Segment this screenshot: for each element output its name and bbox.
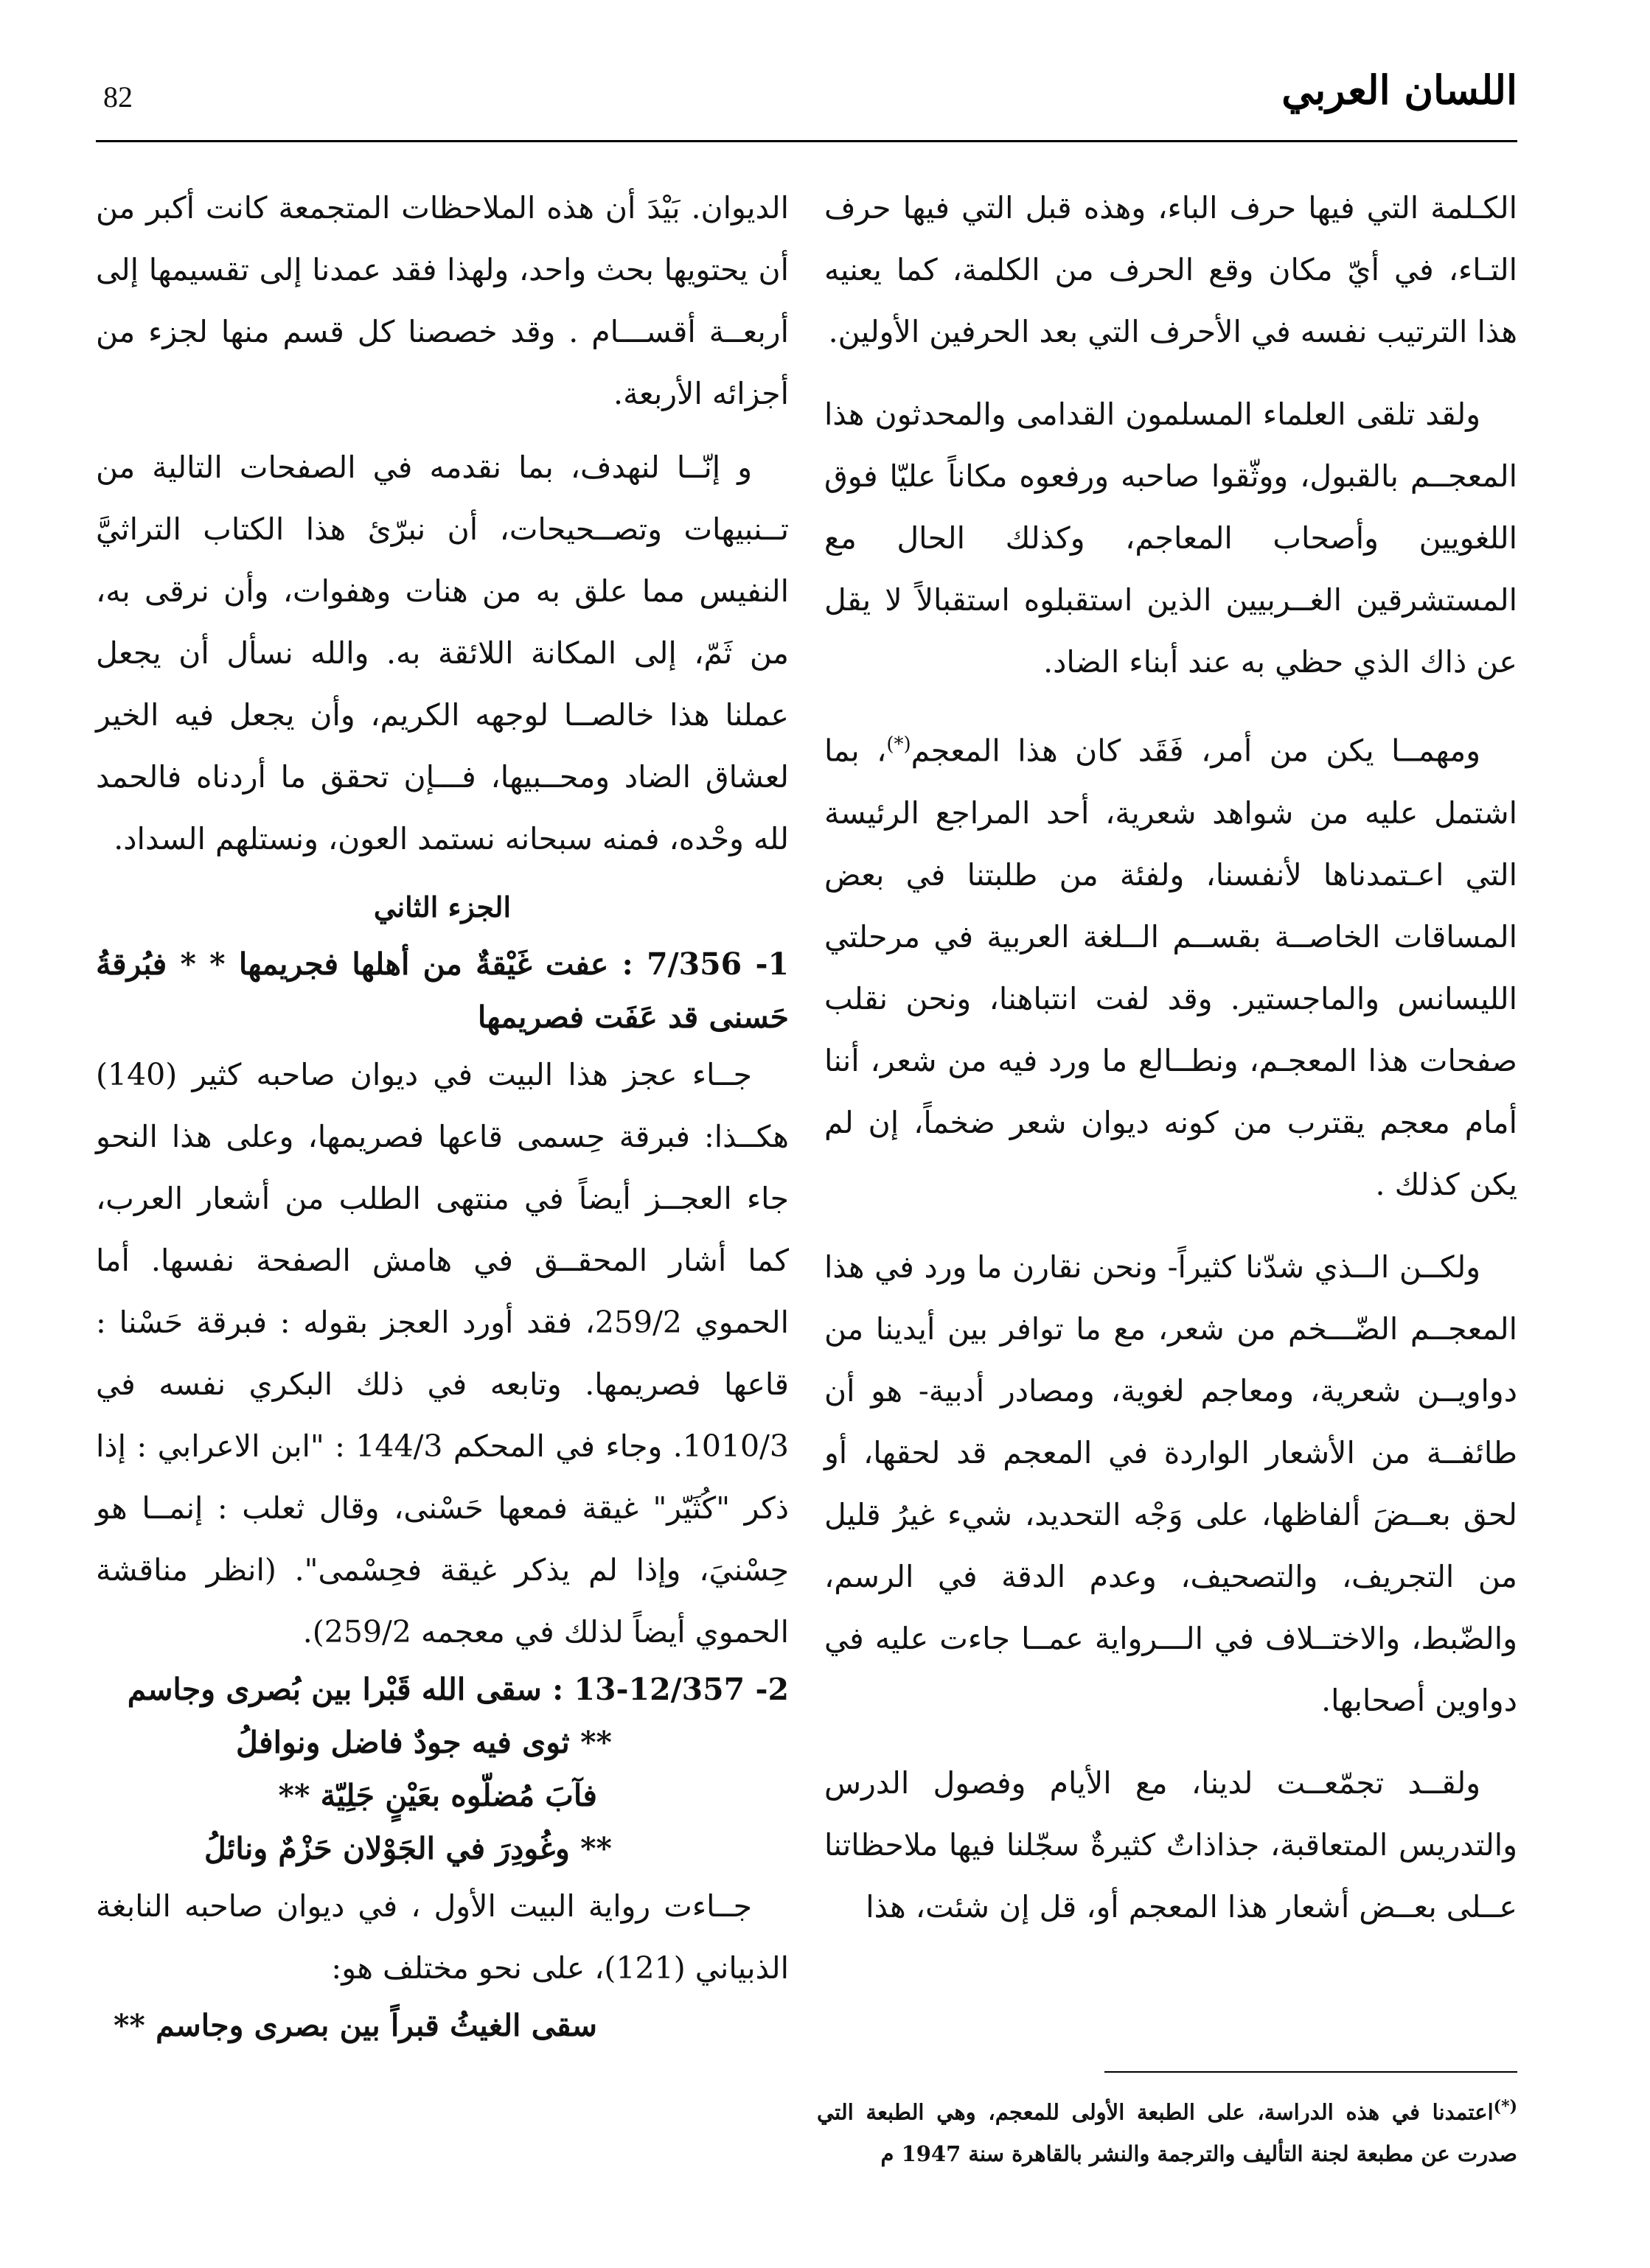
footnote-divider bbox=[1104, 2071, 1517, 2073]
journal-title: اللسان العربي bbox=[1281, 66, 1517, 114]
verse-line: ** ثوى فيه جودٌ فاضل ونوافلُ bbox=[235, 1725, 612, 1760]
paragraph-text: ، بما اشتمل عليه من شواهد شعرية، أحد المراجع الرئيسة التي اعـتمدناها لأنفسنا، ولفئة من طلبتنا في بعض المساقات الخاصــة بقســم الــلغة العربية في مرحلتي الليسانس والماجستير. وقد لفت انتباهنا، ونحن نقلب صفحات هذا المعجـم، ونطــالع ما ورد فيه من شعر، أننا أمام معجم يقترب من كونه ديوان شعر ضخماً، إن لم يكن كذلك . bbox=[824, 733, 1517, 1202]
entry-body: جــاء عجز هذا البيت في ديوان صاحبه كثير (140) هكــذا: فبرقة حِسمى قاعها فصريمها، وعلى هذا النحو جاء العجــز أيضاً في منتهى الطلب من أشعار العرب، كما أشار المحقــق في هامش الصفحة نفسها. أما الحموي 259/2، فقد أورد العجز بقوله : فبرقة حَسْنا : قاعها فصريمها. وتابعه في ذلك البكري نفسه في 1010/3. وجاء في المحكم 144/3 : "ابن الاعرابي : إذا ذكر "كُثَيّر" غيقة فمعها حَسْنى، وقال ثعلب : إنمــا هو حِسْنيَ، وإذا لم يذكر غيقة فحِسْمى". (انظر مناقشة الحموي أيضاً لذلك في معجمه 259/2). bbox=[96, 1057, 789, 1650]
header-divider bbox=[96, 140, 1517, 142]
paragraph: ولقــد تجمّعــت لدينا، مع الأيام وفصول الدرس والتدريس المتعاقبة، جذاذاتٌ كثيرةٌ سجّلنا فيها ملاحظاتنا عــلى بعــض أشعار هذا المعجم أو، قل إن شئت، هذا bbox=[824, 1765, 1517, 1925]
verse-line: سقى الغيثُ قبراً بين بصرى وجاسم ** bbox=[113, 2008, 597, 2043]
verse-line: ** وغُودِرَ في الجَوْلان حَزْمٌ ونائلُ bbox=[203, 1831, 612, 1866]
page-number: 82 bbox=[103, 80, 133, 114]
footnote-mark: (*) bbox=[1493, 2097, 1517, 2116]
paragraph: الكـلمة التي فيها حرف الباء، وهذه قبل التي فيها حرف التـاء، في أيّ مكان وقع الحرف من الكلمة، كما يعنيه هذا الترتيب نفسه في الأحرف التي بعد الحرفين الأولين. bbox=[824, 190, 1517, 349]
paragraph bbox=[824, 713, 1517, 1215]
entry-heading: 1- 7/356 : عفت غَيْقةٌ من أهلها فجريمها * * فبُرقةُ حَسنى قد عَفَت فصريمها bbox=[96, 946, 790, 1035]
section-heading: الجزء الثاني bbox=[373, 890, 512, 924]
verse-line: فآبَ مُضلّوه بعَيْنٍ جَلِيّة ** bbox=[278, 1778, 597, 1813]
entry-heading: 2- 13-12/357 : سقى الله قَبْرا بين بُصرى وجاسم bbox=[127, 1672, 789, 1707]
left-column bbox=[96, 177, 789, 2052]
footnote-text-end: م bbox=[880, 2140, 894, 2166]
footnote bbox=[817, 2086, 1517, 2174]
right-column bbox=[824, 177, 1517, 1958]
footnote-reference: (*) bbox=[886, 733, 911, 756]
paragraph: و إنّــا لنهدف، بما نقدمه في الصفحات التالية من تــنبيهات وتصــحيحات، أن نبرّئ هذا الكتاب التراثيَّ النفيس مما علق به من هنات وهفوات، وأن نرقى به، من ثَمّ، إلى المكانة اللائقة به. والله نسأل أن يجعل عملنا هذا خالصــا لوجهه الكريم، وأن يجعل فيه الخير لعشاق الضاد ومحــبيها، فـــإن تحقق ما أردناه فالحمد لله وحْده، فمنه سبحانه نستمد العون، ونستلهم السداد. bbox=[96, 450, 789, 856]
entry-body: جــاءت رواية البيت الأول ، في ديوان صاحبه النابغة الذبياني (121)، على نحو مختلف هو: bbox=[96, 1888, 789, 1986]
paragraph-text: ومهمــا يكن من أمر، فَقَد كان هذا المعجم bbox=[911, 733, 1480, 769]
footnote-year: 1947 bbox=[901, 2140, 961, 2166]
paragraph: ولكــن الــذي شدّنا كثيراً- ونحن نقارن ما ورد في هذا المعجــم الضّـــخم من شعر، مع ما توافر بين أيدينا من دواويــن شعرية، ومعاجم لغوية، ومصادر أدبية- هو أن طائفــة من الأشعار الواردة في المعجم قد لحقها، أو لحق بعــضَ ألفاظها، على وَجْه التحديد، شيء غيرُ قليل من التجريف، والتصحيف، وعدم الدقة في الرسم، والضّبط، والاختــلاف في الـــرواية عمــا جاءت عليه في دواوين أصحابها. bbox=[824, 1249, 1517, 1718]
paragraph: ولقد تلقى العلماء المسلمون القدامى والمحدثون هذا المعجــم بالقبول، ووثّقوا صاحبه ورفعوه مكاناً عليّا فوق اللغويين وأصحاب المعاجم، وكذلك الحال مع المستشرقين الغــربيين الذين استقبلوه استقبالاً لا يقل عن ذاك الذي حظي به عند أبناء الضاد. bbox=[824, 397, 1517, 680]
paragraph: الديوان. بَيْدَ أن هذه الملاحظات المتجمعة كانت أكبر من أن يحتويها بحث واحد، ولهذا فقد عمدنا إلى تقسيمها إلى أربعــة أقســـام . وقد خصصنا كل قسم منها لجزء من أجزائه الأربعة. bbox=[96, 190, 789, 411]
footnote-text: اعتمدنا في هذه الدراسة، على الطبعة الأولى للمعجم، وهي الطبعة التي صدرت عن مطبعة لجنة التأليف والترجمة والنشر بالقاهرة سنة bbox=[817, 2099, 1517, 2166]
